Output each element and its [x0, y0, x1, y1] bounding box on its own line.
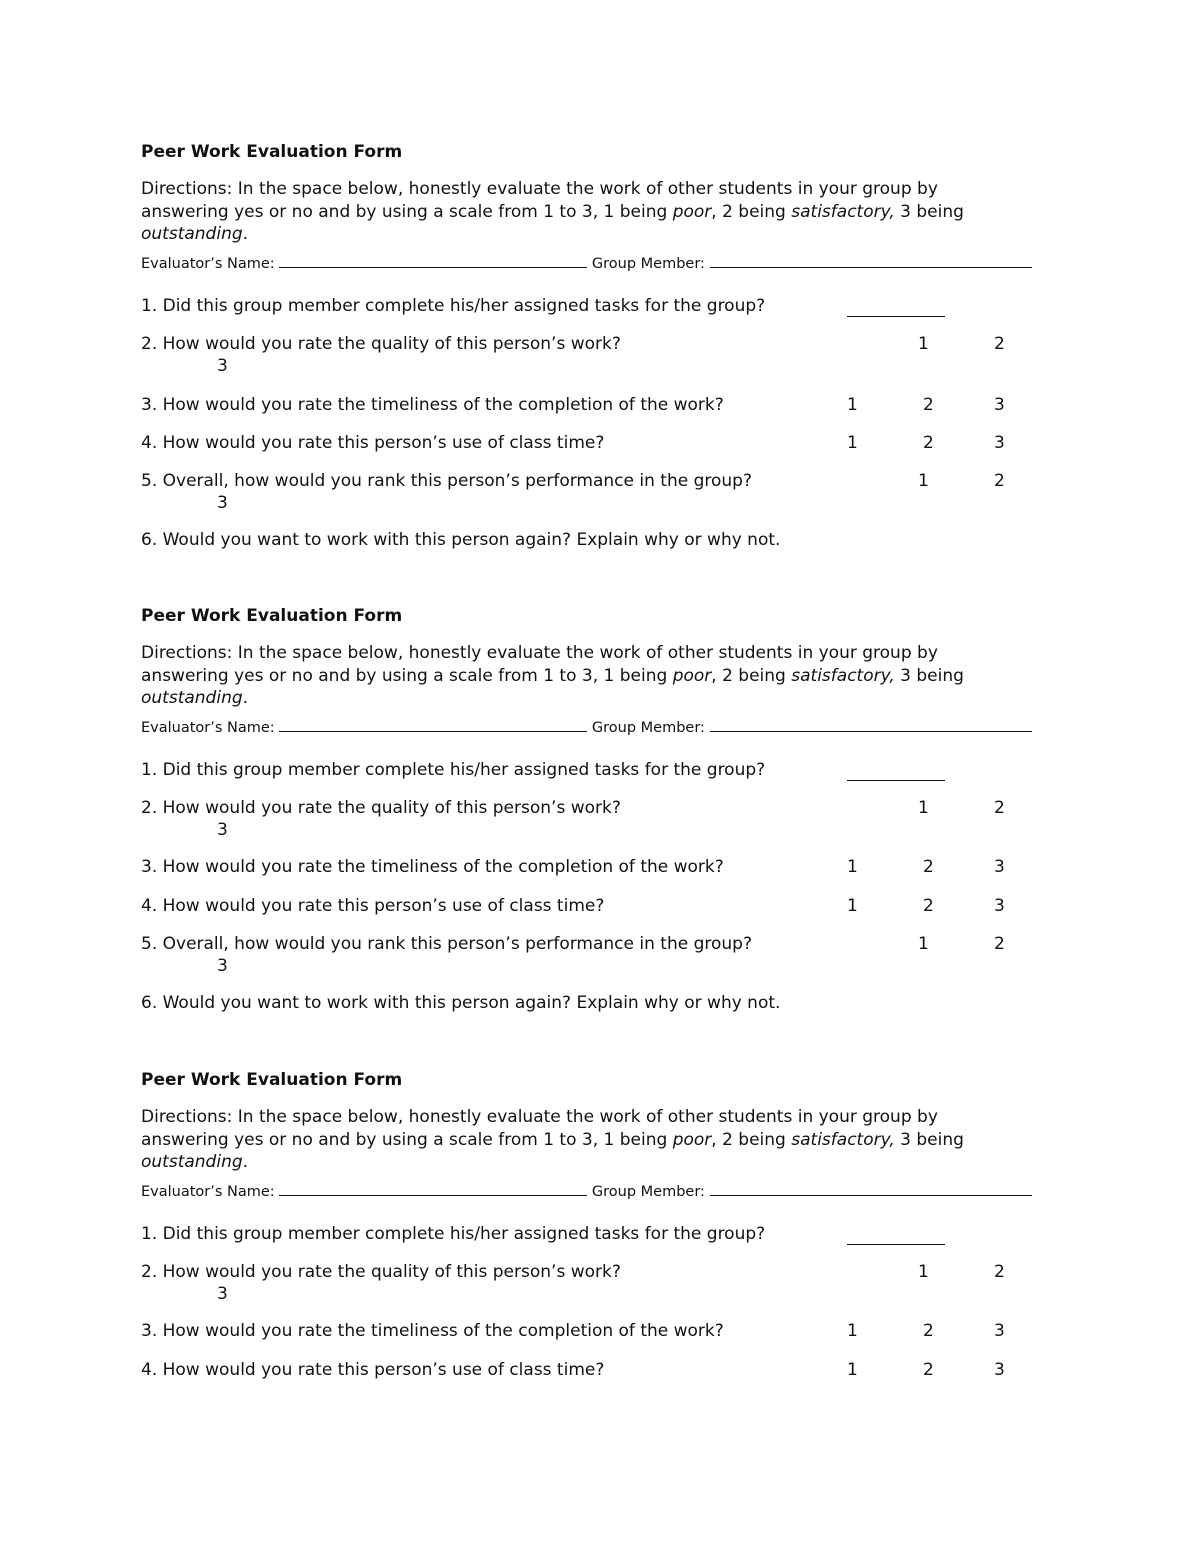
question-4: 4. How would you rate this person’s use of class time? [141, 896, 605, 916]
question-3: 3. How would you rate the timeliness of the completion of the work? [141, 395, 724, 415]
scale-option-1[interactable]: 1 [847, 1360, 858, 1380]
answer-blank[interactable] [847, 315, 945, 317]
scale-option-1[interactable]: 1 [918, 471, 929, 491]
scale-option-2[interactable]: 2 [923, 896, 934, 916]
scale-option-1[interactable]: 1 [847, 857, 858, 877]
scale-option-1[interactable]: 1 [918, 334, 929, 354]
question-1: 1. Did this group member complete his/her assigned tasks for the group? [141, 1224, 766, 1244]
answer-blank[interactable] [847, 1243, 945, 1245]
question-2: 2. How would you rate the quality of this person’s work? [141, 1262, 621, 1282]
scale-option-2[interactable]: 2 [923, 1321, 934, 1341]
question-4: 4. How would you rate this person’s use of class time? [141, 1360, 605, 1380]
question-6: 6. Would you want to work with this person again? Explain why or why not. [141, 530, 781, 550]
scale-option-2[interactable]: 2 [923, 433, 934, 453]
scale-option-3[interactable]: 3 [217, 493, 228, 513]
scale-option-1[interactable]: 1 [918, 798, 929, 818]
group-member-label: Group Member: [591, 1184, 705, 1200]
directions: Directions: In the space below, honestly evaluate the work of other students in your group by answering yes or no and by using a scale from 1 to 3, 1 being poor, 2 being satisfactory, 3 being outstanding. [141, 643, 964, 708]
question-5: 5. Overall, how would you rank this person’s performance in the group? [141, 934, 752, 954]
question-5: 5. Overall, how would you rank this person’s performance in the group? [141, 471, 752, 491]
evaluator-name-field[interactable] [279, 252, 587, 268]
form-title: Peer Work Evaluation Form [141, 606, 403, 626]
group-member-label: Group Member: [591, 720, 705, 736]
evaluator-name-field[interactable] [279, 716, 587, 732]
scale-option-3[interactable]: 3 [217, 956, 228, 976]
scale-option-3[interactable]: 3 [994, 1321, 1005, 1341]
form-title: Peer Work Evaluation Form [141, 142, 403, 162]
scale-option-2[interactable]: 2 [923, 1360, 934, 1380]
scale-option-2[interactable]: 2 [923, 857, 934, 877]
name-fields [141, 716, 1032, 736]
scale-option-3[interactable]: 3 [994, 395, 1005, 415]
scale-option-2[interactable]: 2 [923, 395, 934, 415]
question-1: 1. Did this group member complete his/her assigned tasks for the group? [141, 760, 766, 780]
answer-blank[interactable] [847, 779, 945, 781]
name-fields [141, 252, 1032, 272]
scale-option-1[interactable]: 1 [918, 1262, 929, 1282]
scale-option-2[interactable]: 2 [994, 334, 1005, 354]
group-member-field[interactable] [710, 716, 1032, 732]
evaluator-name-label: Evaluator’s Name: [141, 1184, 275, 1200]
question-3: 3. How would you rate the timeliness of the completion of the work? [141, 857, 724, 877]
scale-option-3[interactable]: 3 [217, 356, 228, 376]
name-fields [141, 1180, 1032, 1200]
scale-option-1[interactable]: 1 [847, 1321, 858, 1341]
scale-option-2[interactable]: 2 [994, 798, 1005, 818]
scale-option-2[interactable]: 2 [994, 934, 1005, 954]
scale-option-2[interactable]: 2 [994, 1262, 1005, 1282]
question-3: 3. How would you rate the timeliness of the completion of the work? [141, 1321, 724, 1341]
directions: Directions: In the space below, honestly evaluate the work of other students in your group by answering yes or no and by using a scale from 1 to 3, 1 being poor, 2 being satisfactory, 3 being outstanding. [141, 179, 964, 244]
scale-option-1[interactable]: 1 [847, 433, 858, 453]
scale-option-1[interactable]: 1 [847, 896, 858, 916]
question-2: 2. How would you rate the quality of this person’s work? [141, 798, 621, 818]
form-title: Peer Work Evaluation Form [141, 1070, 403, 1090]
question-6: 6. Would you want to work with this person again? Explain why or why not. [141, 993, 781, 1013]
question-1: 1. Did this group member complete his/her assigned tasks for the group? [141, 296, 766, 316]
evaluator-name-label: Evaluator’s Name: [141, 256, 275, 272]
scale-option-2[interactable]: 2 [994, 471, 1005, 491]
scale-option-3[interactable]: 3 [994, 857, 1005, 877]
scale-option-3[interactable]: 3 [217, 820, 228, 840]
scale-option-3[interactable]: 3 [217, 1284, 228, 1304]
question-2: 2. How would you rate the quality of this person’s work? [141, 334, 621, 354]
question-4: 4. How would you rate this person’s use of class time? [141, 433, 605, 453]
group-member-label: Group Member: [591, 256, 705, 272]
scale-option-1[interactable]: 1 [918, 934, 929, 954]
scale-option-3[interactable]: 3 [994, 896, 1005, 916]
group-member-field[interactable] [710, 1180, 1032, 1196]
group-member-field[interactable] [710, 252, 1032, 268]
scale-option-3[interactable]: 3 [994, 1360, 1005, 1380]
directions: Directions: In the space below, honestly evaluate the work of other students in your group by answering yes or no and by using a scale from 1 to 3, 1 being poor, 2 being satisfactory, 3 being outstanding. [141, 1107, 964, 1172]
scale-option-1[interactable]: 1 [847, 395, 858, 415]
evaluator-name-label: Evaluator’s Name: [141, 720, 275, 736]
scale-option-3[interactable]: 3 [994, 433, 1005, 453]
evaluator-name-field[interactable] [279, 1180, 587, 1196]
